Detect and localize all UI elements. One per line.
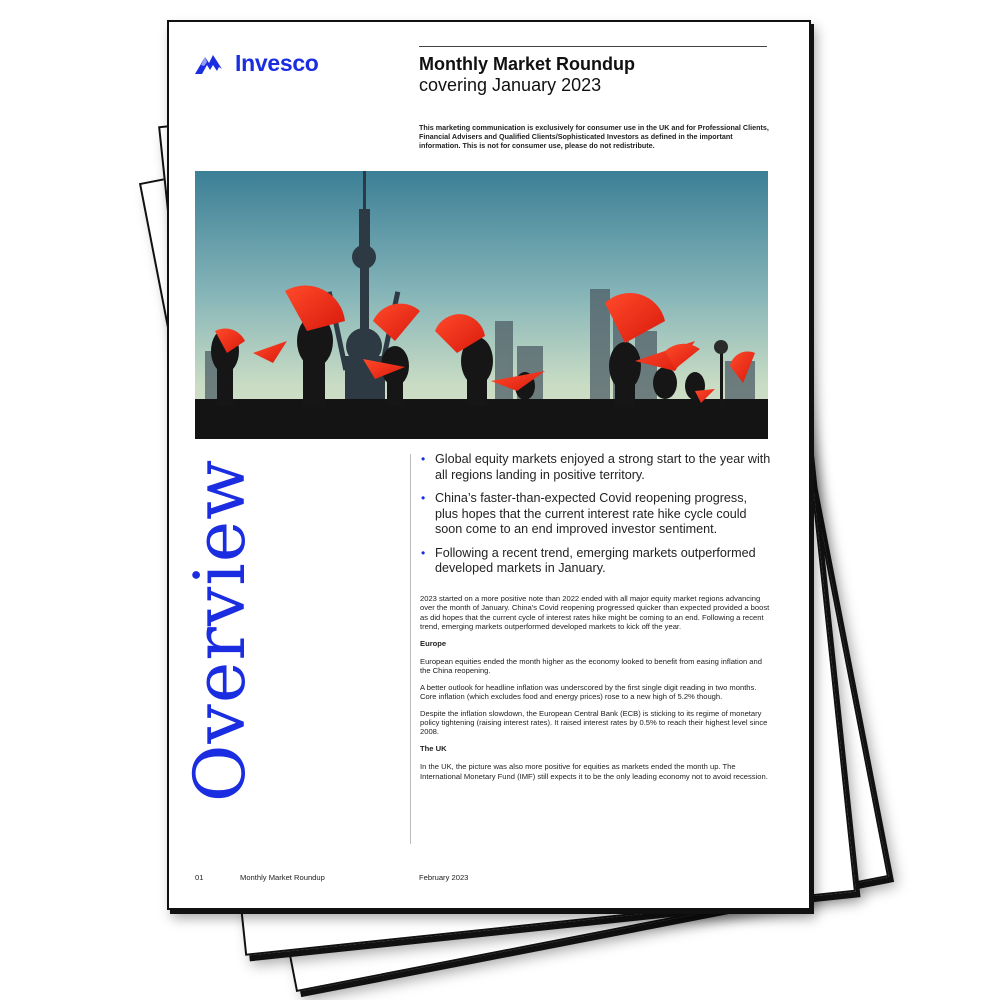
mountain-logo-icon	[195, 53, 229, 75]
key-point-item: • China’s faster-than-expected Covid reopening progress, plus hopes that the current interest rate hike cycle could soon come to an end improved investor sentiment.	[421, 491, 771, 538]
paragraph: Despite the inflation slowdown, the European Central Bank (ECB) is sticking to its regime of monetary policy tightening (raising interest rates). It raised interest rates by 0.5% to reach their highest level since 2008.	[420, 708, 768, 737]
key-point-item: • Global equity markets enjoyed a strong start to the year with all regions landing in positive territory.	[421, 452, 771, 483]
section-heading-europe: Europe	[420, 638, 447, 648]
document-subtitle: covering January 2023	[419, 75, 602, 95]
column-divider	[410, 454, 411, 844]
document-page	[167, 20, 811, 910]
overview-side-heading: Overview	[179, 458, 261, 802]
section-heading-uk: The UK	[420, 743, 447, 753]
key-point-item: • Following a recent trend, emerging markets outperformed developed markets in January.	[421, 546, 771, 577]
disclaimer-text: This marketing communication is exclusively for consumer use in the UK and for Professional Clients, Financial Advisers and Qualified Clients/Sophisticated Investors as defined in the important information. This is not for consumer use, please do not redistribute.	[419, 123, 769, 150]
invesco-logo	[195, 50, 319, 77]
footer-publication: Monthly Market Roundup	[240, 873, 325, 882]
paragraph: A better outlook for headline inflation was underscored by the first single digit reading in two months. Core inflation (which excludes food and energy prices) rose to a new high of 5.2% though.	[420, 682, 757, 702]
paragraph: European equities ended the month higher as the economy looked to benefit from easing inflation and the China reopening.	[420, 657, 762, 676]
document-title: Monthly Market Roundup	[419, 54, 635, 74]
hero-photo-fan-dancers	[195, 171, 768, 439]
article-body	[420, 594, 772, 788]
intro-paragraph: 2023 started on a more positive note than 2022 ended with all major equity market regions advancing over the month of January. China’s Covid reopening progressed quicker than expected provided a boost as did hopes that the current cycle of interest rates hike might be coming to an end. Following a recent trend, emerging markets outperformed developed markets to kick off the year.	[420, 594, 770, 632]
paragraph: In the UK, the picture was also more positive for equities as markets ended the month up. The International Monetary Fund (IMF) still expects it to be the only leading economy not to avoid recession.	[420, 762, 768, 781]
footer-date: February 2023	[419, 873, 469, 882]
brand-name: Invesco	[235, 50, 319, 76]
key-points-list	[421, 452, 771, 585]
header-rule	[419, 46, 767, 47]
page-number: 01	[195, 873, 204, 882]
